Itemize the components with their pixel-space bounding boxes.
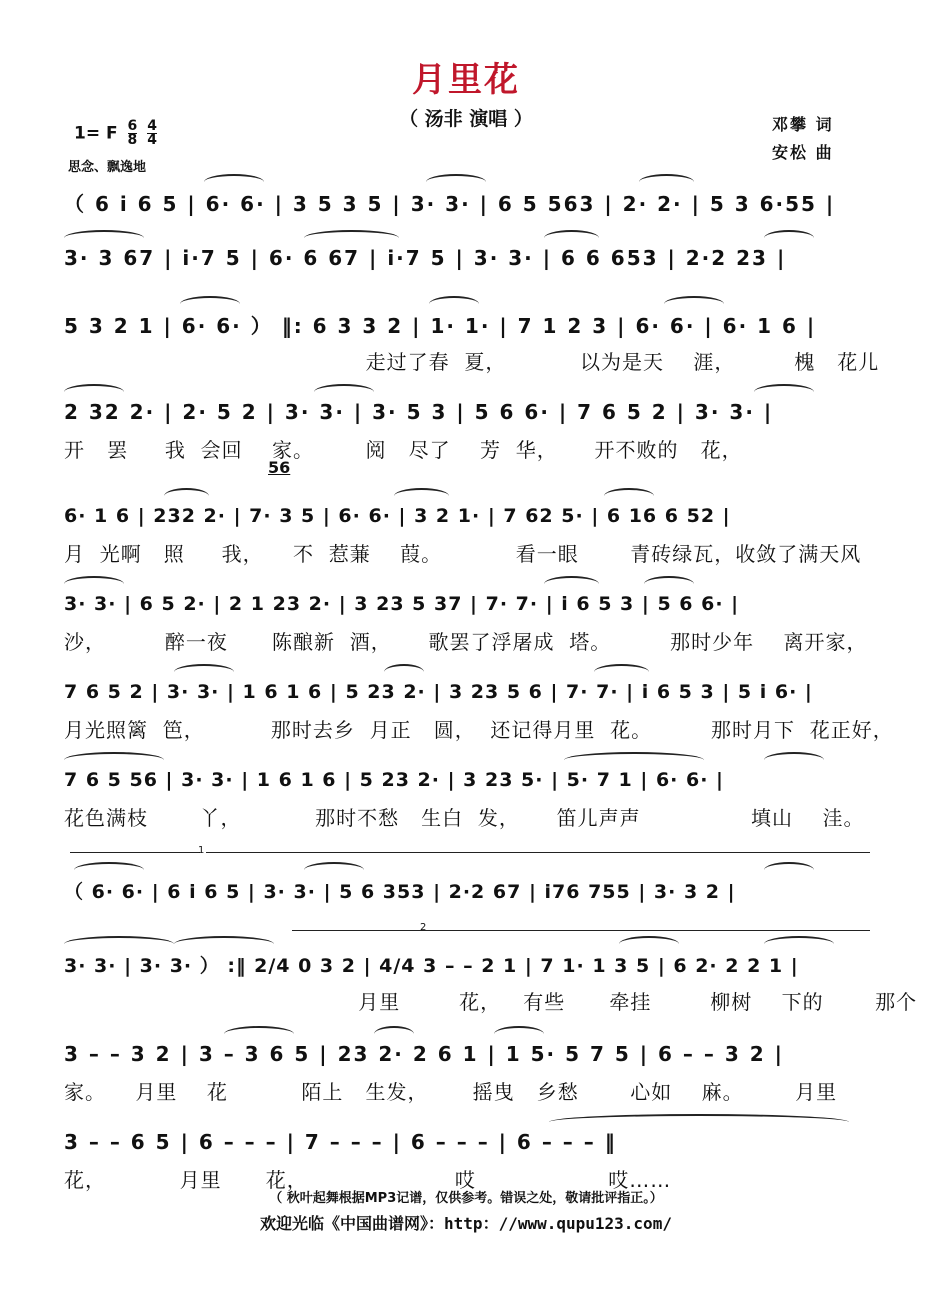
lyric-line: 花， 月里 花， 哎 哎…… [64,1168,672,1192]
slur [74,862,144,878]
slur [494,1026,544,1042]
volta-bracket-1 [206,852,870,863]
lyric-line: 月光照篱 笆， 那时去乡 月正 圆， 还记得月里 花。 那时月下 花正好， [64,718,894,742]
notation-line: （ 6· 6· | 6 i 6 5 | 3· 3· | 5 6 353 | 2·2 67 | i76 755 | 3· 3 2 | [64,880,736,903]
slur [304,862,364,878]
tie [549,1114,849,1130]
meter-top-2: 4 [147,118,157,134]
meter-bottom-2: 4 [147,132,157,148]
notation-line: 3· 3· | 3· 3· ） :‖ 2/4 0 3 2 | 4/4 3 – – 2 1 | 7 1· 1 3 5 | 6 2· 2 2 1 | [64,954,799,977]
lyric-line: 走过了春 夏， 以为是天 涯， 槐 花儿 [64,350,880,374]
notation-line: （ 6 i 6 5 | 6· 6· | 3 5 3 5 | 3· 3· | 6 5 563 | 2· 2· | 5 3 6·55 | [64,191,836,216]
lyric-line: 沙， 醉一夜 陈酿新 酒， 歌罢了浮屠成 塔。 那时少年 离开家， [64,630,868,654]
lyric-line: 月里 花， 有些 牵挂 柳树 下的 那个 [64,990,918,1014]
slur [644,576,694,592]
time-signature-4-4 [147,120,157,147]
slur [64,576,124,592]
slur [164,488,209,504]
slur [754,384,814,400]
slur [64,752,164,768]
slur [429,296,479,312]
lyric-line: 家。 月里 花 陌上 生发， 摇曳 乡愁 心如 麻。 月里 [64,1080,838,1104]
slur [639,174,694,190]
key-label: 1= F [74,123,118,144]
notation-line: 2 32 2· | 2· 5 2 | 3· 3· | 3· 5 3 | 5 6 6· | 7 6 5 2 | 3· 3· | [64,400,774,424]
notation-line: 3· 3 67 | i·7 5 | 6· 6 67 | i·7 5 | 3· 3· | 6 6 653 | 2·2 23 | [64,246,787,270]
slur [544,230,599,246]
tempo-mood: 思念、飘逸地 [68,160,147,175]
lyricist-credit: 邓攀 词 [772,115,834,134]
slur [564,752,704,768]
lyric-line: 月 光啊 照 我， 不 惹蒹 葭。 看一眼 青砖绿瓦，收敛了满天风 [64,542,862,566]
notation-line: 5 3 2 1 | 6· 6· ） ‖: 6 3 3 2 | 1· 1· | 7 1 2 3 | 6· 6· | 6· 1 6 | [64,313,817,338]
slur [64,384,124,400]
notation-line: 3· 3· | 6 5 2· | 2 1 23 2· | 3 23 5 37 | 7· 7· | i 6 5 3 | 5 6 6· | [64,593,740,615]
website-credit: 欢迎光临《中国曲谱网》：http：//www.qupu123.com/ [260,1214,672,1233]
transcription-note: （ 秋叶起舞根据MP3记谱，仅供参考。错误之处，敬请批评指正。） [269,1191,663,1206]
slur [764,752,824,768]
slur [224,1026,294,1042]
volta-bracket-1-left [70,852,200,863]
slur [604,488,654,504]
singer-credit: （ 汤非 演唱 ） [399,108,533,130]
notation-line: 7 6 5 56 | 3· 3· | 1 6 1 6 | 5 23 2· | 3 23 5· | 5· 7 1 | 6· 6· | [64,769,724,791]
time-signature-6-8 [128,120,138,147]
slur [619,936,679,952]
song-title: 月里花 [412,60,520,100]
slur [394,488,449,504]
slur [174,664,234,680]
slur [764,230,814,246]
slur [64,230,144,246]
slur [314,384,374,400]
slur [64,936,174,952]
slur [384,664,424,680]
composer-credit: 安松 曲 [772,143,834,162]
lyric-line: 花色满枝 丫， 那时不愁 生白 发， 笛儿声声 填山 洼。 [64,806,865,830]
slur [594,664,649,680]
slur [664,296,724,312]
slur [174,936,274,952]
slur [180,296,240,312]
volta-number-2: 2 [420,922,427,933]
notation-line: 3 – – 6 5 | 6 – – – | 7 – – – | 6 – – – | 6 – – – ‖ [64,1130,617,1154]
slur [544,576,599,592]
lyric-line: 开 罢 我 会回 家。 阅 尽了 芳 华， 开不败的 花， [64,438,743,462]
meter-top-1: 6 [127,118,138,134]
slur [204,174,264,190]
slur [426,174,486,190]
volta-number-1: 1 [198,845,205,856]
grace-note: 56 [268,458,291,477]
notation-line: 6· 1 6 | 232 2· | 7· 3 5 | 6· 6· | 3 2 1· | 7 62 5· | 6 16 6 52 | [64,505,731,527]
slur [764,862,814,878]
notation-line: 7 6 5 2 | 3· 3· | 1 6 1 6 | 5 23 2· | 3 23 5 6 | 7· 7· | i 6 5 3 | 5 i 6· | [64,681,813,703]
slur [764,936,834,952]
meter-bottom-1: 8 [127,132,138,148]
slur [374,1026,414,1042]
slur [304,230,399,246]
key-signature [74,120,157,147]
notation-line: 3 – – 3 2 | 3 – 3 6 5 | 23 2· 2 6 1 | 1 5· 5 7 5 | 6 – – 3 2 | [64,1042,784,1066]
